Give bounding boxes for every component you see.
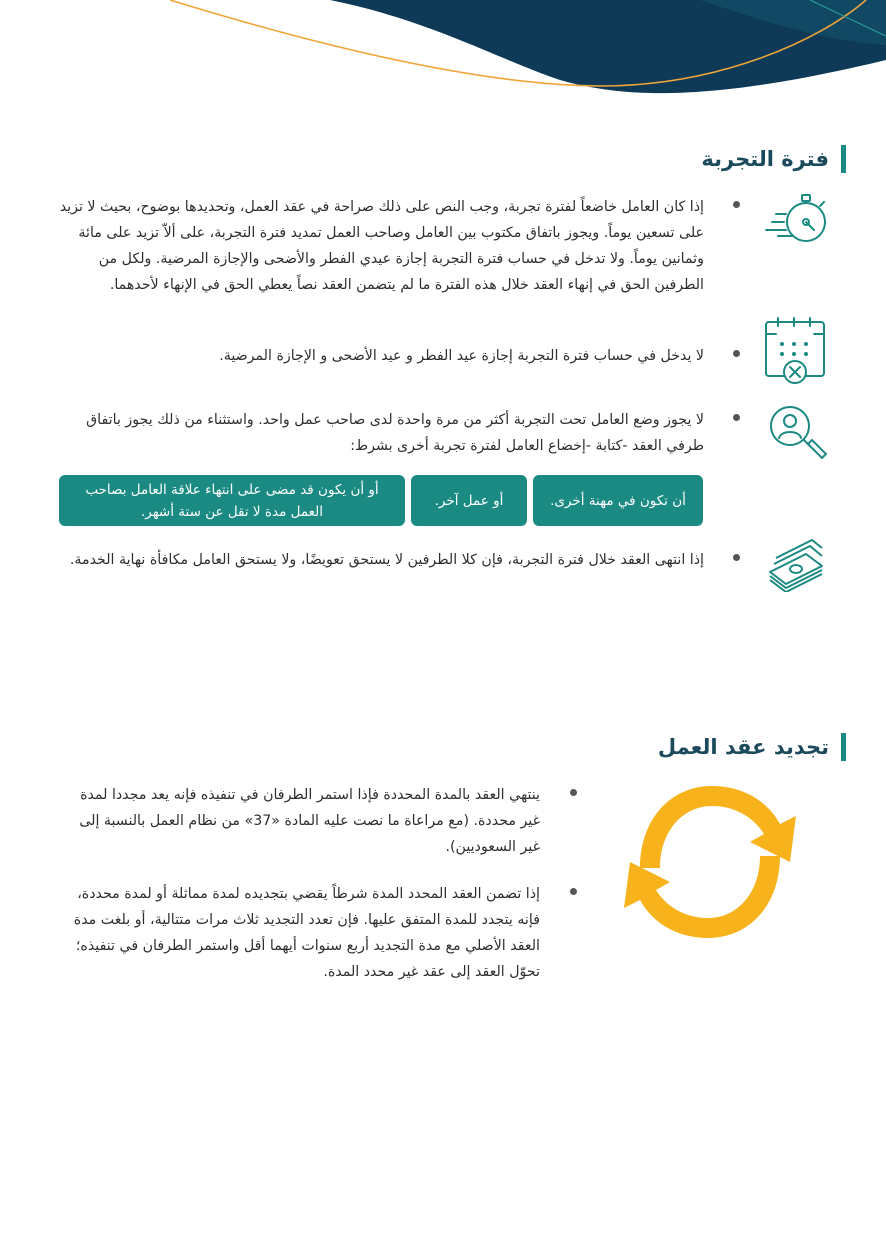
section-title-probation: فترة التجربة: [701, 145, 846, 173]
bullet-3: [733, 414, 740, 421]
bullet-1: [733, 201, 740, 208]
probation-item-3-text: لا يجوز وضع العامل تحت التجربة أكثر من مرة واحدة لدى صاحب عمل واحد. واستثناء من ذلك يجوز باتفاق طرفي العقد -كتابة -إخضاع العامل لفترة تجربة أخرى بشرط:: [86, 412, 704, 454]
probation-item-4-text: إذا انتهى العقد خلال فترة التجربة، فإن كلا الطرفين لا يستحق تعويضًا، ولا يستحق العامل مكافأة نهاية الخدمة.: [69, 552, 704, 568]
stopwatch-icon: [762, 192, 830, 248]
condition-other-work: أو عمل آخر.: [411, 475, 527, 526]
person-search-icon: [766, 404, 828, 464]
condition-other-profession: أن تكون في مهنة أخرى.: [533, 475, 703, 526]
renewal-bullet-1: [570, 789, 577, 796]
renewal-item-1-text: ينتهي العقد بالمدة المحددة فإذا استمر الطرفان في تنفيذه فإنه يعد مجددا لمدة غير محددة. (مع مراعاة ما نصت عليه المادة «37» من نظام العمل بالنسبة إلى غير السعوديين).: [79, 787, 540, 855]
bullet-4: [733, 554, 740, 561]
probation-item-1-text: إذا كان العامل خاضعاً لفترة تجربة، وجب النص على ذلك صراحة في عقد العمل، وتحديدها بوضوح، بحيث لا تزيد على تسعين يوماً. ويجوز باتفاق مكتوب بين العامل وصاحب العمل تمديد فترة التجربة، على ألاّ تزيد على مائة وثمانين يوماً. ولا تدخل في حساب فترة التجربة إجازة عيدي الفطر والأضحى والإجازة المرضية. ولكل من الطرفين الحق في إنهاء العقد خلال هذه الفترة ما لم يتضمن العقد نصاً يعطي الحق في الإنهاء لأحدهما.: [59, 199, 704, 293]
renewal-item-2-text: إذا تضمن العقد المحدد المدة شرطاً يقضي بتجديده لمدة مماثلة أو لمدة محددة، فإنه يتجدد للمدة المتفق عليها. فإن تعدد التجديد ثلاث مرات متتالية، أو بلغت مدة العقد الأصلي مع مدة التجديد أربع سنوات أيهما أقل واستمر الطرفان في تنفيذه؛ تحوّل العقد إلى عقد غير محدد المدة.: [73, 886, 540, 980]
renewal-bullet-2: [570, 888, 577, 895]
money-stack-icon: [766, 538, 826, 592]
calendar-cancel-icon: [762, 316, 828, 386]
condition-six-months: أو أن يكون قد مضى على انتهاء علاقة العامل بصاحب العمل مدة لا تقل عن ستة أشهر.: [59, 475, 405, 526]
header-wave-decoration: [0, 0, 886, 110]
probation-item-2-text: لا يدخل في حساب فترة التجربة إجازة عيد الفطر و عيد الأضحى و الإجازة المرضية.: [219, 348, 704, 364]
renew-arrows-icon: [612, 780, 808, 944]
bullet-2: [733, 350, 740, 357]
section-title-renewal: تجديد عقد العمل: [658, 733, 846, 761]
